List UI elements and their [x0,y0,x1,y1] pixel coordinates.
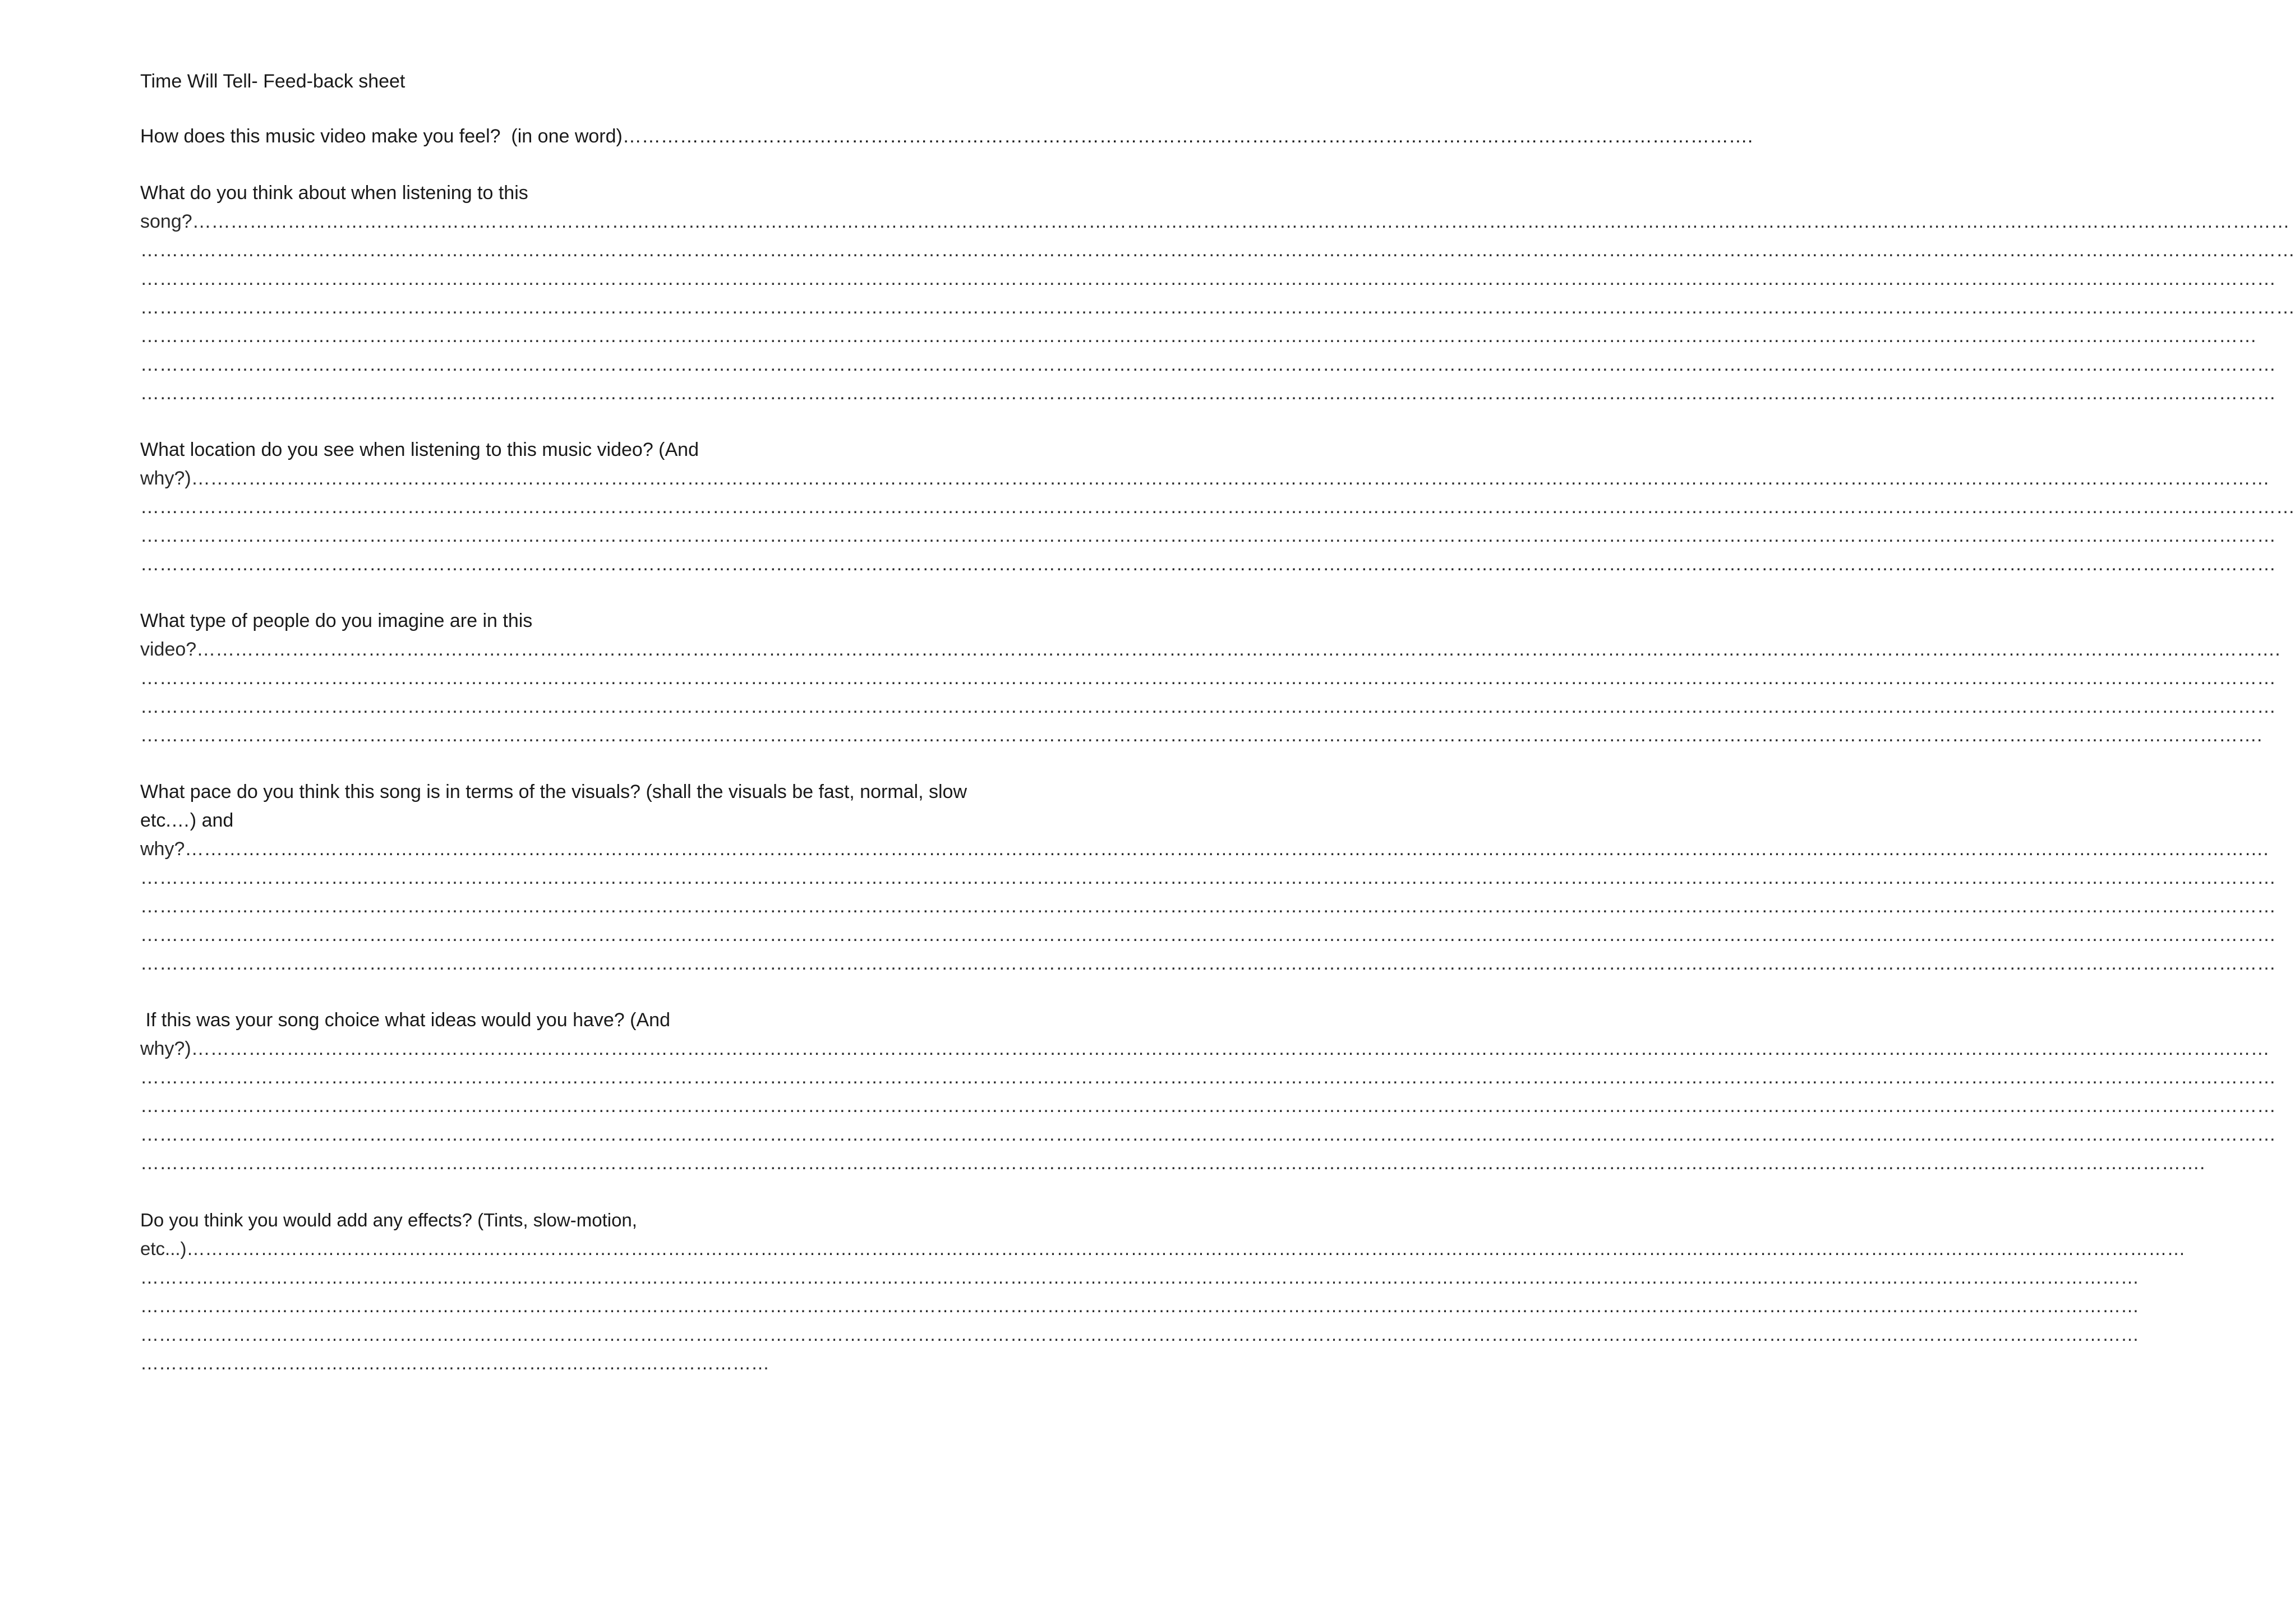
answer-line: ………………………………………………………………………………………………………………………………………………………………………………………………………………………………………………………………………………………………………… [140,667,2276,689]
answer-line: ……………………………………………………………………………………………………………………………………………………………………………………………………………………………………………………………………………………………… [140,1324,2139,1345]
answer-line: ………………………………………………………………………………………………………………………………………………………………………………………………………………………………………………………………………………………………………… [140,1095,2276,1116]
question-line: What type of people do you imagine are in this [140,610,533,631]
answer-line: song?…………………………………………………………………………………………………………………………………………………………………………………………………………………………………………………………………………………………………… [140,211,2290,232]
answer-line: …………………………………………………………………………………………………………………………………………………………………………………………………………………………………………………………………………………………………………… [140,297,2295,318]
answer-line: …………………………………………………………………………………………………………………………………………………………………………………………………………………………………………………………………………………………………………… [140,496,2295,518]
question-line: Do you think you would add any effects? (Tints, slow-motion, [140,1210,637,1230]
question-line: How does this music video make you feel? (in one word)……………………………………………………………………………………………………………………………………………………………. [140,126,1753,147]
answer-line: ………………………………………………………………………………………… [140,1353,769,1373]
answer-line: ………………………………………………………………………………………………………………………………………………………………………………………………………………………………………………………………………………………………………… [140,1124,2276,1145]
answer-line: why?)………………………………………………………………………………………………………………………………………………………………………………………………………………………………………………………………………………………………… [140,1038,2270,1059]
question-7 [140,1206,2186,1377]
answer-line: ………………………………………………………………………………………………………………………………………………………………………………………………………………………………………………………………………………………………………… [140,382,2276,404]
question-6 [140,1006,2276,1178]
answer-line: video?…………………………………………………………………………………………………………………………………………………………………………………………………………………………………………………………………………………………………. [140,639,2280,660]
question-1 [140,122,1753,151]
answer-line: ……………………………………………………………………………………………………………………………………………………………………………………………………………………………………………………………………………………………………… [140,325,2257,347]
answer-line: ………………………………………………………………………………………………………………………………………………………………………………………………………………………………………………………………………………………………………… [140,268,2276,289]
question-5 [140,778,2276,978]
answer-line: ………………………………………………………………………………………………………………………………………………………………………………………………………………………………………………………………………………………………………… [140,924,2276,945]
question-line: What do you think about when listening to this [140,182,528,204]
answer-line: ………………………………………………………………………………………………………………………………………………………………………………………………………………………………………………………………………………………………………… [140,696,2276,717]
question-line: What pace do you think this song is in terms of the visuals? (shall the visuals be fast, normal, slow [140,781,967,802]
answer-line: ………………………………………………………………………………………………………………………………………………………………………………………………………………………………………………………………………………………………………… [140,867,2276,888]
answer-line: ……………………………………………………………………………………………………………………………………………………………………………………………………………………………………………………………………………………………… [140,1295,2139,1316]
answer-line: ………………………………………………………………………………………………………………………………………………………………………………………………………………………………………………………………………………………………………… [140,1067,2276,1088]
question-line: etc.…) and [140,810,234,831]
document-title: Time Will Tell- Feed-back sheet [140,71,405,92]
question-3 [140,436,2295,579]
answer-line: ………………………………………………………………………………………………………………………………………………………………………………………………………………………………………………………………………………………………………… [140,553,2276,575]
answer-line: …………………………………………………………………………………………………………………………………………………………………………………………………………………………………………………………………………………………………………… [140,239,2295,261]
answer-line: ………………………………………………………………………………………………………………………………………………………………………………………………………………………………………………………………………………………………………… [140,354,2276,375]
answer-line: ………………………………………………………………………………………………………………………………………………………………………………………………………………………………………………………………………………………………………. [140,725,2262,746]
document-content [140,67,2295,1405]
question-line: If this was your song choice what ideas would you have? (And [140,1009,670,1031]
answer-line: ………………………………………………………………………………………………………………………………………………………………………………………………………………………………………………………………………………………………. [140,1152,2205,1174]
answer-line: ………………………………………………………………………………………………………………………………………………………………………………………………………………………………………………………………………………………………………… [140,525,2276,546]
question-2 [140,179,2295,408]
answer-line: ………………………………………………………………………………………………………………………………………………………………………………………………………………………………………………………………………………………………………… [140,953,2276,974]
answer-line: ………………………………………………………………………………………………………………………………………………………………………………………………………………………………………………………………………………………………………… [140,896,2276,917]
question-line: What location do you see when listening to this music video? (And [140,439,699,460]
answer-line: why?)………………………………………………………………………………………………………………………………………………………………………………………………………………………………………………………………………………………………… [140,468,2270,489]
answer-line: etc...)……………………………………………………………………………………………………………………………………………………………………………………………………………………………………………………………………………………………… [140,1238,2186,1259]
answer-line: ……………………………………………………………………………………………………………………………………………………………………………………………………………………………………………………………………………………………… [140,1267,2139,1288]
answer-line: why?…………………………………………………………………………………………………………………………………………………………………………………………………………………………………………………………………………………………………. [140,838,2269,860]
question-4 [140,607,2280,750]
